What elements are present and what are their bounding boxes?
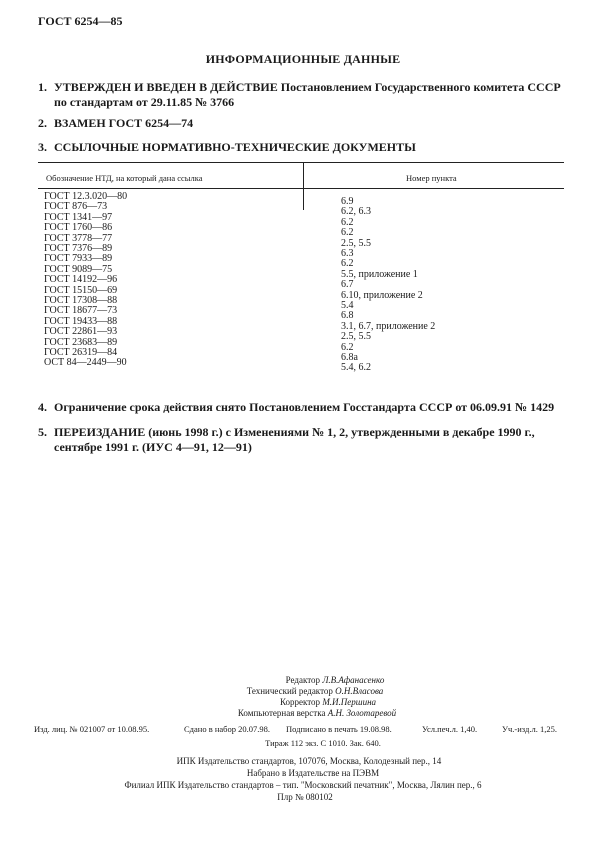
item-number: 4. <box>38 400 47 414</box>
table-header-clause: Номер пункта <box>406 173 457 183</box>
table-cell-standard: ГОСТ 14192—96 <box>44 274 118 286</box>
publisher-line-4: Плр № 080102 <box>277 792 333 802</box>
item-text: УТВЕРЖДЕН И ВВЕДЕН В ДЕЙСТВИЕ Постановлением Государственного комитета СССР по стандартам от 29.11.85 № 3766 <box>54 80 561 109</box>
table-cell-clause: 6.8а <box>341 352 358 363</box>
table-cell-standard: ГОСТ 3778—77 <box>44 232 113 244</box>
table-cell-standard: ГОСТ 23683—89 <box>44 336 118 348</box>
table-cell-clause: 6.2 <box>341 216 354 228</box>
table-cell-clause: 6.2 <box>341 258 354 270</box>
table-cell-standard: ГОСТ 17308—88 <box>44 295 118 306</box>
table-cell-standard: ГОСТ 26319—84 <box>44 347 118 358</box>
publisher-line-3: Филиал ИПК Издательство стандартов – тип. "Московский печатник", Москва, Лялин пер., 6 <box>124 780 482 790</box>
table-cell-clause: 5.4 <box>341 300 354 311</box>
info-item-2 <box>38 116 570 131</box>
credit-corrector: Корректор М.И.Першина <box>279 697 377 707</box>
table-cell-clause: 3.1, 6.7, приложение 2 <box>341 320 436 332</box>
imprint-circulation: Тираж 112 экз. С 1010. Зак. 640. <box>265 738 381 748</box>
imprint-typeset-date: Сдано в набор 20.07.98. <box>184 724 270 734</box>
info-section-title: ИНФОРМАЦИОННЫЕ ДАННЫЕ <box>205 52 401 66</box>
credit-layout: Компьютерная верстка А.Н. Золотаревой <box>237 708 397 718</box>
info-item-4 <box>38 400 570 415</box>
table-cell-standard: ГОСТ 876—73 <box>44 201 108 213</box>
table-cell-clause: 6.9 <box>341 196 354 207</box>
item-number: 3. <box>38 140 47 154</box>
table-cell-standard: ГОСТ 19433—88 <box>44 315 118 327</box>
imprint-license: Изд. лиц. № 021007 от 10.08.95. <box>34 724 150 734</box>
item-number: 1. <box>38 80 47 94</box>
publisher-line-1: ИПК Издательство стандартов, 107076, Москва, Колодезный пер., 14 <box>176 756 442 766</box>
item-text: ССЫЛОЧНЫЕ НОРМАТИВНО-ТЕХНИЧЕСКИЕ ДОКУМЕНТЫ <box>54 140 416 154</box>
table-cell-standard: ГОСТ 7376—89 <box>44 243 113 254</box>
imprint-print-date: Подписано в печать 19.08.98. <box>286 724 392 734</box>
table-cell-clause: 6.7 <box>341 279 354 291</box>
table-cell-clause: 5.4, 6.2 <box>341 362 371 374</box>
credit-tech-editor: Технический редактор О.Н.Власова <box>246 686 384 696</box>
item-number: 5. <box>38 425 47 439</box>
table-cell-clause: 5.5, приложение 1 <box>341 268 418 280</box>
credit-editor: Редактор Л.В.Афанасенко <box>285 675 385 685</box>
item-text: Ограничение срока действия снято Постановлением Госстандарта СССР от 06.09.91 № 1429 <box>54 400 555 414</box>
publisher-line-2: Набрано в Издательстве на ПЭВМ <box>246 768 380 778</box>
table-cell-clause: 6.2 <box>341 227 354 239</box>
table-cell-standard: ГОСТ 1341—97 <box>44 211 113 223</box>
table-cell-clause: 2.5, 5.5 <box>341 331 371 343</box>
table-cell-standard: ГОСТ 9089—75 <box>44 263 113 275</box>
info-item-3 <box>38 140 570 155</box>
table-cell-standard: ГОСТ 7933—89 <box>44 253 113 265</box>
imprint-publisher-sheets: Уч.-изд.л. 1,25. <box>502 724 557 734</box>
publisher-block <box>0 755 606 803</box>
table-cell-standard: ГОСТ 12.3.020—80 <box>44 191 128 202</box>
table-cell-standard: ГОСТ 15150—69 <box>44 284 118 296</box>
credits-block <box>0 675 606 719</box>
table-column-divider <box>303 162 304 210</box>
table-cell-clause: 2.5, 5.5 <box>341 237 371 249</box>
item-text: ВЗАМЕН ГОСТ 6254—74 <box>54 116 194 130</box>
info-item-5 <box>38 425 570 455</box>
table-header-ntd: Обозначение НТД, на который дана ссылка <box>46 173 203 183</box>
item-number: 2. <box>38 116 47 130</box>
table-cell-clause: 6.10, приложение 2 <box>341 289 423 301</box>
table-header-rule <box>38 188 564 189</box>
table-cell-clause: 6.2 <box>341 341 354 353</box>
table-cell-standard: ОСТ 84—2449—90 <box>44 357 127 369</box>
table-cell-standard: ГОСТ 1760—86 <box>44 222 113 234</box>
table-cell-standard: ГОСТ 22861—93 <box>44 326 118 338</box>
table-cell-clause: 6.8 <box>341 310 354 322</box>
imprint-print-sheets: Усл.печ.л. 1,40. <box>422 724 478 734</box>
table-cell-clause: 6.2, 6.3 <box>341 206 371 218</box>
document-code: ГОСТ 6254—85 <box>38 14 123 28</box>
table-cell-clause: 6.3 <box>341 248 354 259</box>
info-item-1 <box>38 80 570 110</box>
table-top-rule <box>38 162 564 163</box>
item-text: ПЕРЕИЗДАНИЕ (июнь 1998 г.) с Изменениями № 1, 2, утвержденными в декабре 1990 г., сентябре 1991 г. (ИУС 4—91, 12—91) <box>54 425 535 454</box>
table-cell-standard: ГОСТ 18677—73 <box>44 305 118 317</box>
